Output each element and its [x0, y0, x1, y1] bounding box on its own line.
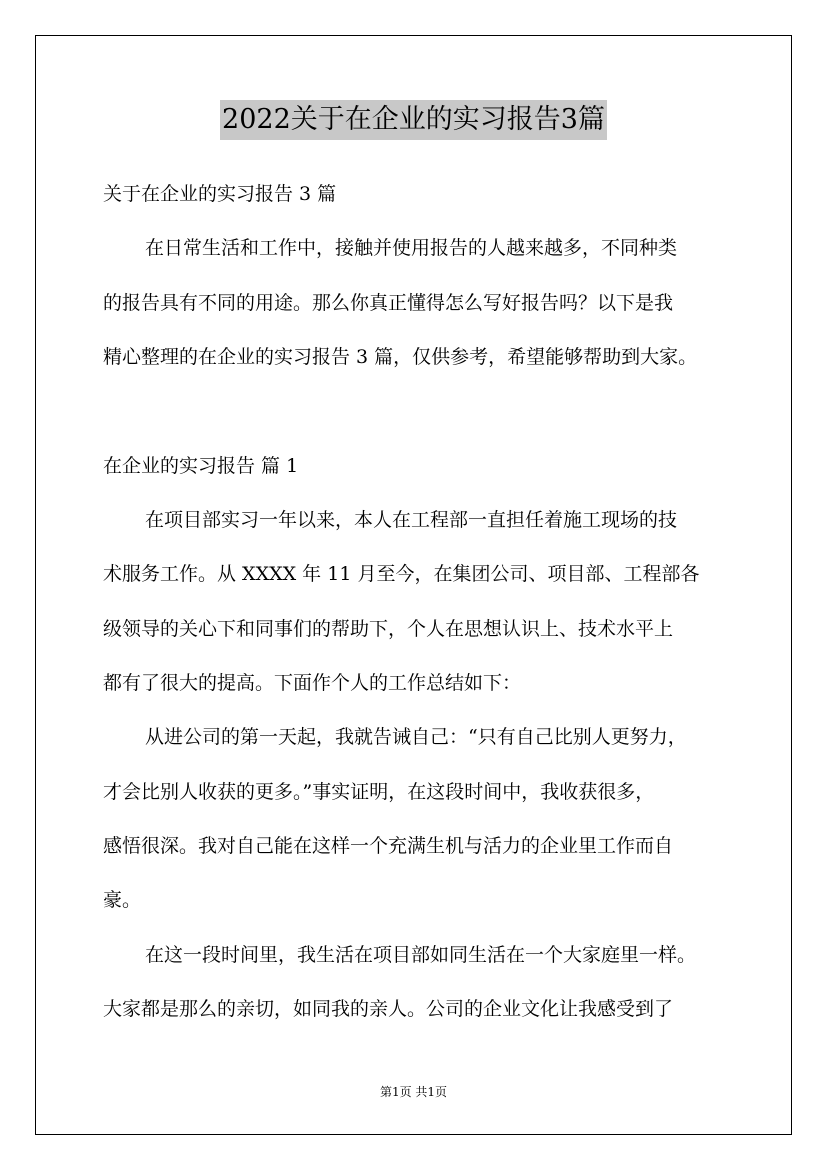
title-wrap — [0, 100, 827, 140]
para2-line-2: 才会比别人收获的更多。”事实证明，在这段时间中，我收获很多， — [103, 781, 655, 803]
section-heading: 在企业的实习报告 篇 1 — [103, 455, 299, 477]
para1-line-2: 术服务工作。从 XXXX 年 11 月至今，在集团公司、项目部、工程部各 — [103, 563, 700, 585]
para2-line-3: 感悟很深。我对自己能在这样一个充满生机与活力的企业里工作而自 — [103, 835, 674, 857]
para3-line-2: 大家都是那么的亲切，如同我的亲人。公司的企业文化让我感受到了 — [103, 998, 674, 1020]
para3-line-1: 在这一段时间里，我生活在项目部如同生活在一个大家庭里一样。 — [145, 944, 697, 966]
document-title: 2022关于在企业的实习报告3篇 — [220, 100, 607, 140]
para2-line-1: 从进公司的第一天起，我就告诫自己：“只有自己比别人更努力， — [145, 726, 687, 748]
para1-line-4: 都有了很大的提高。下面作个人的工作总结如下： — [103, 672, 522, 694]
intro-line-1: 在日常生活和工作中，接触并使用报告的人越来越多，不同种类 — [145, 237, 678, 259]
intro-line-2: 的报告具有不同的用途。那么你真正懂得怎么写好报告吗？以下是我 — [103, 292, 674, 314]
para1-line-3: 级领导的关心下和同事们的帮助下，个人在思想认识上、技术水平上 — [103, 618, 674, 640]
page-footer: 第1页 共1页 — [379, 1085, 448, 1099]
para2-line-4: 豪。 — [103, 889, 142, 911]
document-subtitle: 关于在企业的实习报告 3 篇 — [103, 183, 337, 205]
intro-line-3: 精心整理的在企业的实习报告 3 篇，仅供参考，希望能够帮助到大家。 — [103, 346, 698, 368]
para1-line-1: 在项目部实习一年以来，本人在工程部一直担任着施工现场的技 — [145, 509, 678, 531]
